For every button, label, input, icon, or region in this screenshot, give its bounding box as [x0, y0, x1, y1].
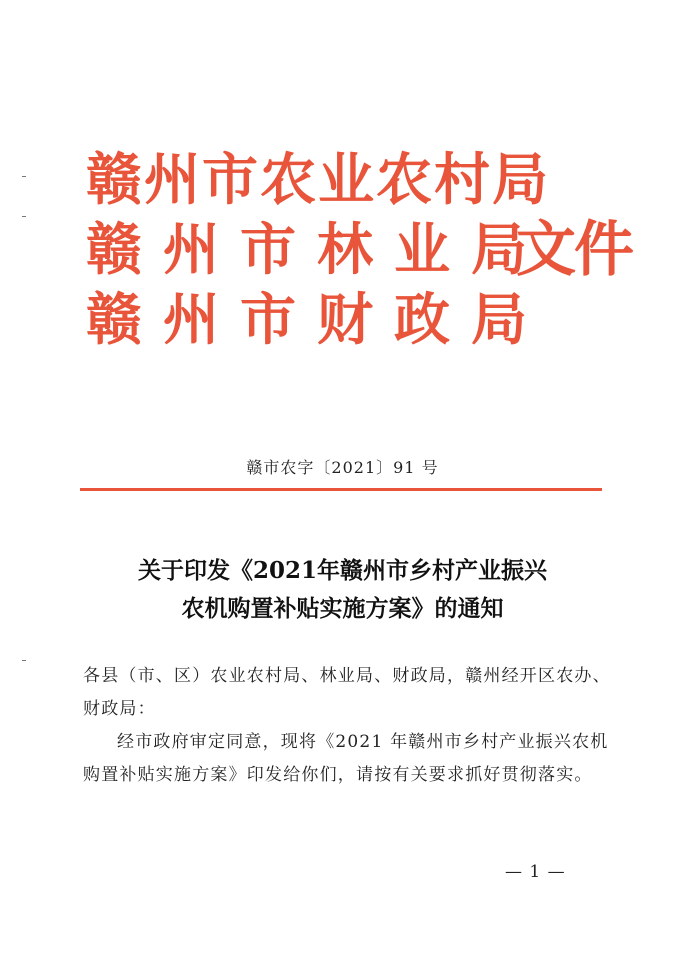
page-number: — 1 — — [505, 862, 566, 882]
issuer-header — [86, 148, 646, 358]
document-title — [0, 552, 685, 628]
issuer-row — [86, 215, 646, 286]
issuer-row — [86, 288, 646, 356]
issuer-suffix: 文件 — [516, 215, 632, 285]
body-paragraph: 经市政府审定同意，现将《2021 年赣州市乡村产业振兴农机购置补贴实施方案》印发给你们，请按有关要求抓好贯彻落实。 — [83, 732, 609, 785]
document-body — [83, 660, 613, 792]
issuer-row — [86, 148, 646, 216]
title-line: 关于印发《2021年赣州市乡村产业振兴 — [137, 557, 547, 584]
document-number: 赣市农字〔2021〕91 号 — [246, 458, 439, 477]
scan-margin-mark — [22, 216, 26, 217]
scan-margin-mark — [22, 176, 26, 177]
scan-margin-mark — [22, 660, 26, 661]
addressee: 各县（市、区）农业农村局、林业局、财政局，赣州经开区农办、财政局： — [83, 666, 611, 719]
issuer-name: 赣州市林业局 — [86, 217, 548, 283]
title-line: 农机购置补贴实施方案》的通知 — [181, 595, 504, 622]
issuer-name: 赣州市财政局 — [86, 287, 548, 353]
red-separator-line — [80, 488, 602, 491]
issuer-name: 赣州市农业农村局 — [86, 147, 550, 213]
